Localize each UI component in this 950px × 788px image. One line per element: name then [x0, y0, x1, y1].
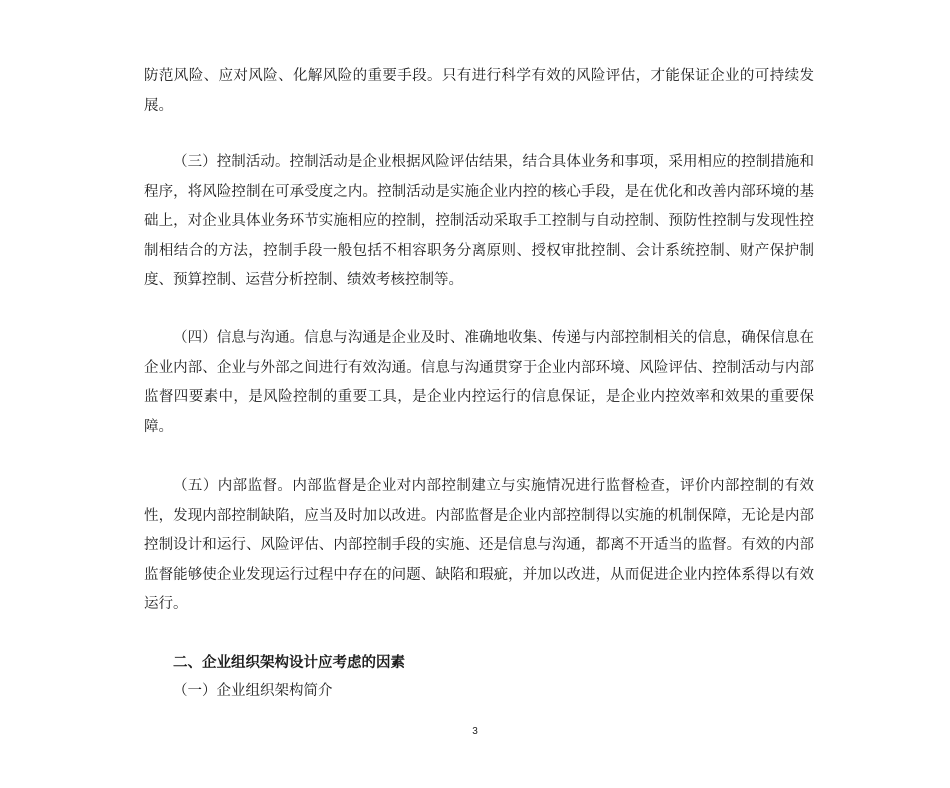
page-number: 3 [472, 726, 478, 737]
paragraph-risk-assessment-continued: 防范风险、应对风险、化解风险的重要手段。只有进行科学有效的风险评估，才能保证企业的可持续发展。 [144, 68, 814, 114]
paragraph-internal-supervision: （五）内部监督。内部监督是企业对内部控制建立与实施情况进行监督检查，评价内部控制的有效性，发现内部控制缺陷，应当及时加以改进。内部监督是企业内部控制得以实施的机制保障，无论是内部控制设计和运行、风险评估、内部控制手段的实施、还是信息与沟通，都离不开适当的监督。有效的内部监督能够使企业发现运行过程中存在的问题、缺陷和瑕疵，并加以改进，从而促进企业内控体系得以有效运行。 [144, 478, 814, 612]
section-heading: 二、企业组织架构设计应考虑的因素 [173, 655, 405, 671]
paragraph-information-communication: （四）信息与沟通。信息与沟通是企业及时、准确地收集、传递与内部控制相关的信息，确保信息在企业内部、企业与外部之间进行有效沟通。信息与沟通贯穿于企业内部环境、风险评估、控制活动与内部监督四要素中，是风险控制的重要工具，是企业内控运行的信息保证，是企业内控效率和效果的重要保障。 [144, 330, 814, 435]
paragraph-control-activities: （三）控制活动。控制活动是企业根据风险评估结果，结合具体业务和事项，采用相应的控制措施和程序，将风险控制在可承受度之内。控制活动是实施企业内控的核心手段，是在优化和改善内部环境的基础上，对企业具体业务环节实施相应的控制，控制活动采取手工控制与自动控制、预防性控制与发现性控制相结合的方法，控制手段一般包括不相容职务分离原则、授权审批控制、会计系统控制、财产保护制度、预算控制、运营分析控制、绩效考核控制等。 [144, 154, 814, 288]
subsection-heading: （一）企业组织架构简介 [173, 683, 333, 699]
